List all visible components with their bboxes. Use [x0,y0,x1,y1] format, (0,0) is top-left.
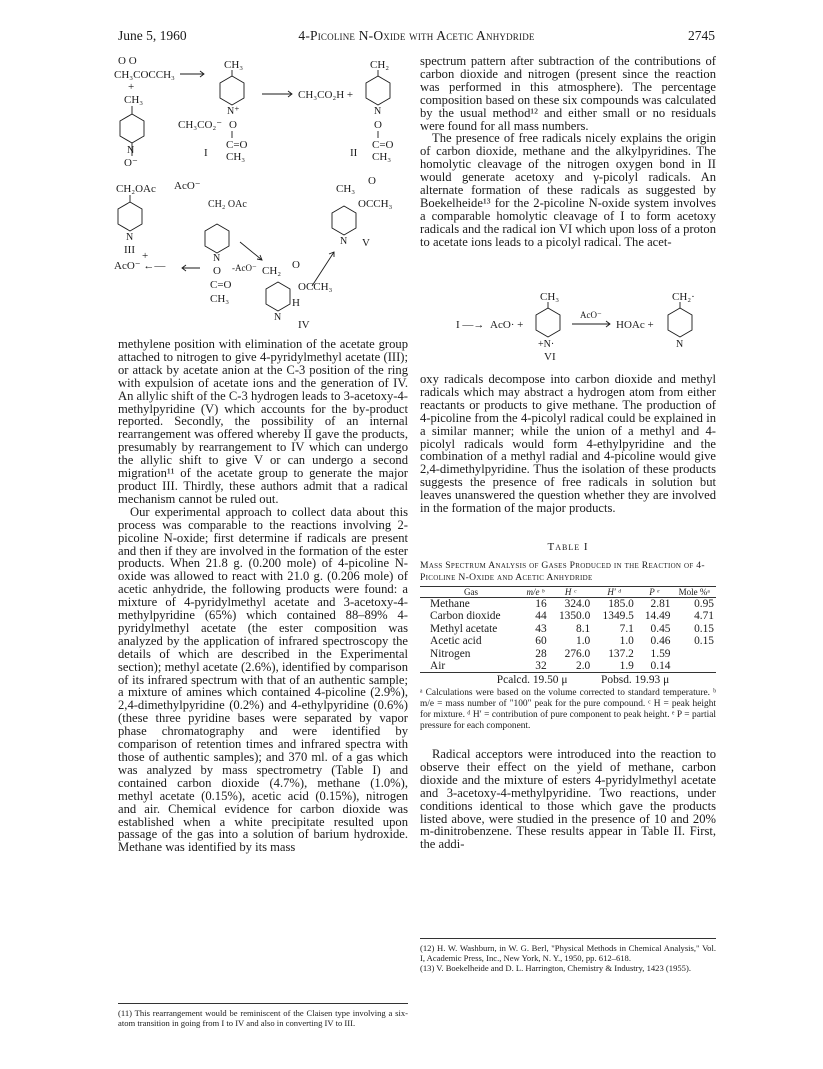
footnote-divider-right [420,938,716,939]
table-cell: 1.59 [650,647,671,660]
table-cell: 7.1 [619,622,634,635]
table-row [420,610,716,622]
scheme-III: III [124,244,135,256]
table-cell: 14.49 [644,610,671,623]
table-row [420,635,716,647]
table-cell: Methane [430,598,470,610]
table-cell: 185.0 [608,598,634,610]
footnote-11: (11) This rearrangement would be reminiscent of the Claisen type involving a six-atom transition in going from I to IV and also in converting IV to III. [118,1008,408,1028]
table-cell: 43 [535,622,547,635]
p-obsd: Pobsd. 19.93 μ [601,674,670,687]
scheme-ceqo-I: C=O [226,139,248,151]
scheme2-i-arrow: I —→ [456,319,485,331]
table-cell: 1350.0 [558,610,591,623]
scheme-o-I: O [229,119,237,131]
scheme-o-II: O [374,119,382,131]
table-footnote: ᵃ Calculations were based on the volume corrected to standard temperature. ᵇ m/e = mass number of "100" peak for the pure compound. ᶜ H = peak height for mixture. ᵈ H′ = contribution of pure component to peak height. ᵉ P = partial pressure for each component. [420,688,716,731]
scheme-minus-aco: -AcO⁻ [232,263,257,273]
col-header-p: P ᵉ [636,587,673,598]
scheme-ceqo-mid: C=O [210,279,232,291]
reaction-scheme [112,56,412,336]
scheme-V: V [362,237,370,249]
scheme-ch3co2h: CH₃CO₂H + [298,89,354,101]
scheme-n-II: N [374,106,382,117]
table-cell: 16 [535,598,547,610]
right-paragraph-4: Radical acceptors were introduced into the reaction to observe their effect on the yield of methane, carbon dioxide and the mixture of esters 4-pyridylmethyl acetate and 3-acetoxy-4-methylpyridine. Two reactions, under conditions identical to those which gave the products listed above, were studied in the presence of 10 and 20% m-dinitrobenzene. These results appear in Table II. First, the addi- [420,747,716,852]
col-header-me: m/e ᵇ [522,587,549,598]
table-caption: Mass Spectrum Analysis of Gases Produced in the Reaction of 4-Picoline N-Oxide and Acetic Anhydride [420,560,705,583]
table-row [420,623,716,635]
right-column-text-bottom [420,748,716,851]
table-row [420,598,716,611]
right-paragraph-1: spectrum pattern after subtraction of the contributions of carbon dioxide and nitrogen (present since the reaction was performed in this atmosphere). The percentage composition based on these six compounds was calculated by the usual method¹² and either small or no residuals were found for all mass numbers. [420,54,716,133]
scheme-o-mid: O [213,265,221,277]
table-cell: 8.1 [576,622,591,635]
scheme-ominus: O⁻ [124,157,138,169]
table-cell: 0.14 [636,660,673,673]
scheme-nplus-I: N⁺ [227,106,240,117]
table-cell: 0.15 [694,635,714,648]
table-row [420,648,716,660]
scheme-ch3co2minus: CH₃CO₂⁻ [178,119,223,131]
scheme-ch2-oac: CH₂ OAc [208,199,247,210]
scheme2-ch2p: CH₂· [672,291,695,303]
table-cell: Nitrogen [430,647,471,660]
col-header-gas: Gas [420,587,522,598]
table-cell: 4.71 [694,610,714,623]
col-header-h: H ᶜ [549,587,593,598]
scheme-aco-minus: AcO⁻ [174,180,201,192]
scheme-II: II [350,147,358,159]
table-cell: 60 [535,635,547,648]
table-cell: 0.45 [650,622,671,635]
left-paragraph-1: methylene position with elimination of the acetate group attached to nitrogen to give 4-pyridylmethyl acetate (III); or attack by acetate anion at the C-3 position of the ring with expulsion of acetate ions and the generation of IV. An allylic shift of the C-3 hydrogen leads to 3-acetoxy-4-methylpyridine (V) which accounts for the by-product reported. Secondly, the possibility of an internal rearrangement was offered whereby II gave the products, presumably by rearrangement to IV which can undergo the allylic shift to give V or can undergo a second migration¹¹ of the acetate group to generate the major product III. Thirdly, these authors admit that a radical mechanism cannot be ruled out. [118,337,408,506]
scheme-n-III: N [126,232,134,243]
footnote-13: (13) V. Boekelheide and D. L. Harrington, Chemistry & Industry, 1423 (1955). [420,963,691,973]
table-row [420,660,716,673]
table-cell: 0.46 [650,635,671,648]
table-cell: 1.9 [592,660,636,673]
left-column-text [118,338,408,854]
header-page-number: 2745 [688,28,715,43]
table-cell: 1349.5 [602,610,634,623]
scheme-plus-aco: + [142,250,149,262]
table-cell: 2.0 [549,660,593,673]
scheme-occh3-IV: OCCH₃ [298,281,333,293]
scheme2-aco-rad: AcO· + [490,319,524,331]
scheme-ch2-II: CH₂ [370,59,390,71]
table-1 [420,541,716,732]
scheme-I: I [204,147,208,159]
col-header-mole: Mole %ᵃ [672,587,716,598]
scheme2-VI: VI [544,351,556,363]
table-cell: 1.0 [576,635,591,648]
running-header [118,28,715,44]
header-date: June 5, 1960 [118,28,187,43]
table-cell: 1.0 [619,635,634,648]
table-header-row [420,587,716,598]
table-cell: 44 [535,610,547,623]
right-paragraph-3: oxy radicals decompose into carbon dioxide and methyl radicals which may abstract a hydrogen atom from either reactants or products to give methane. The production of 4-picoline from the 4-picolyl radical could be explained in a similar manner; while the union of a methyl and 4-picolyl radicals would form 4-ethylpyridine and the combination of a methyl radial and 4-picoline would give 2,4-dimethylpyridine. Thus the isolation of these products suggests the presence of free radicals in solution but leaves unanswered the question whether they are involved in the formation of the major products. [420,372,716,516]
table-pressure-row [420,673,716,686]
scheme-ch3-I: CH₃ [224,59,244,71]
table-cell: 0.95 [694,598,714,610]
scheme-o-V: O [368,175,376,187]
scheme-ch3-II: CH₃ [372,151,392,163]
right-column-text-mid [420,373,716,515]
radical-scheme [420,288,716,366]
table-cell [672,660,716,673]
scheme2-nplus: +N· [538,339,555,350]
scheme-occh3-V: OCCH₃ [358,198,393,210]
scheme-ch3-V: CH₃ [336,183,356,195]
scheme-n-a: N [127,145,135,156]
scheme-ch2-IV: CH₂ [262,265,282,277]
footnotes-right [420,943,716,973]
right-column-text-top [420,55,716,249]
table-title: Table I [547,541,589,553]
p-calcd: Pcalcd. 19.50 μ [496,674,568,687]
scheme-IV: IV [298,319,310,331]
scheme2-ch3: CH₃ [540,291,560,303]
table-cell: 324.0 [564,598,591,610]
footnote-divider-left [118,1003,408,1004]
scheme-ac2o-top: O O [118,56,137,67]
scheme-n-mid: N [213,253,221,264]
table-cell: Carbon dioxide [430,610,501,623]
scheme-ch2oac: CH₂OAc [116,183,156,195]
scheme-o-IV: O [292,259,300,271]
scheme-plus: + [128,81,135,93]
footnote-12: (12) H. W. Washburn, in W. G. Berl, "Physical Methods in Chemical Analysis," Vol. I, Academic Press, Inc., New York, N. Y., 1950, pp. 612–618. [420,943,716,963]
scheme-n-IV: N [274,312,282,323]
table-cell: Acetic acid [430,635,482,648]
scheme-ac2o: CH₃COCCH₃ [114,69,175,81]
scheme-h-IV: H [292,297,300,309]
scheme2-aco-minus: AcO⁻ [580,310,602,320]
col-header-hprime: H′ ᵈ [592,587,636,598]
table-cell: 32 [522,660,549,673]
header-title: 4-Picoline N-Oxide with Acetic Anhydride [298,28,535,43]
scheme-aco-arrow: AcO⁻ ←— [114,260,166,272]
left-paragraph-2: Our experimental approach to collect data about this process was comparable to the reactions involving 2-picoline N-oxide; first determine if radicals are present and then if they are involved in the formation of the ester products. When 21.8 g. (0.200 mole) of 4-picoline N-oxide was allowed to react with 21.0 g. (0.206 mole) of acetic anhydride, the following products were found: a mixture of 4-pyridylmethyl acetate and 3-acetoxy-4-methylpyridine (65%) which contained 88–89% 4-pyridylmethyl acetate (the ester composition was analyzed by the application of infrared spectroscopy the details of which are described in the Experimental section); methyl acetate (2.6%), identified by comparison of its infrared spectrum with that of an authentic sample; a mixture of amines which contained 4-picoline (2.9%), 2,4-dimethylpyridine (0.2%) and 4-ethylpyridine (0.6%) (these three pyridine bases were separated by vapor phase chromatography and were identified by comparison of retention times and infrared spectra with those of authentic samples); and 370 ml. of a gas which was analyzed by mass spectrometry (Table I) and contained carbon dioxide (4.7%), methane (1.0%), methyl acetate (0.15%), acetic acid (0.15%), nitrogen and air. Chemical evidence for carbon dioxide was established when a white precipitate resulted upon passage of the gas into a solution of barium hydroxide. Methane was identified by its mass [118,504,408,855]
scheme-ch3-mid: CH₃ [210,293,230,305]
table-cell: 28 [535,647,547,660]
table-cell: 276.0 [564,647,591,660]
table-cell [672,648,716,660]
gas-analysis-table [420,586,716,673]
table-cell: 2.81 [650,598,671,610]
right-paragraph-2: The presence of free radicals nicely explains the origin of carbon dioxide, methane and the alkylpyridines. The homolytic cleavage of the nitrogen oxygen bond in II would generate acetoxy and γ-picolyl radicals. An alternate formation of these radicals as suggested by Boekelheide¹³ for the 2-picoline N-oxide system involves a comparable homolytic cleavage of I to form acetoxy radicals and the radical ion VI which upon loss of a proton to acetate ions leads to a picolyl radical. The acet- [420,131,716,249]
scheme-ch3-a: CH₃ [124,94,144,106]
table-cell: Air [420,660,522,673]
table-cell: 137.2 [608,647,634,660]
scheme-ch3-I2: CH₃ [226,151,246,163]
table-cell: Methyl acetate [430,622,498,635]
scheme-n-V: N [340,236,348,247]
scheme-ceqo-II: C=O [372,139,394,151]
scheme2-n: N [676,339,684,350]
scheme2-hoac: HOAc + [616,319,654,331]
table-cell: 0.15 [694,622,714,635]
